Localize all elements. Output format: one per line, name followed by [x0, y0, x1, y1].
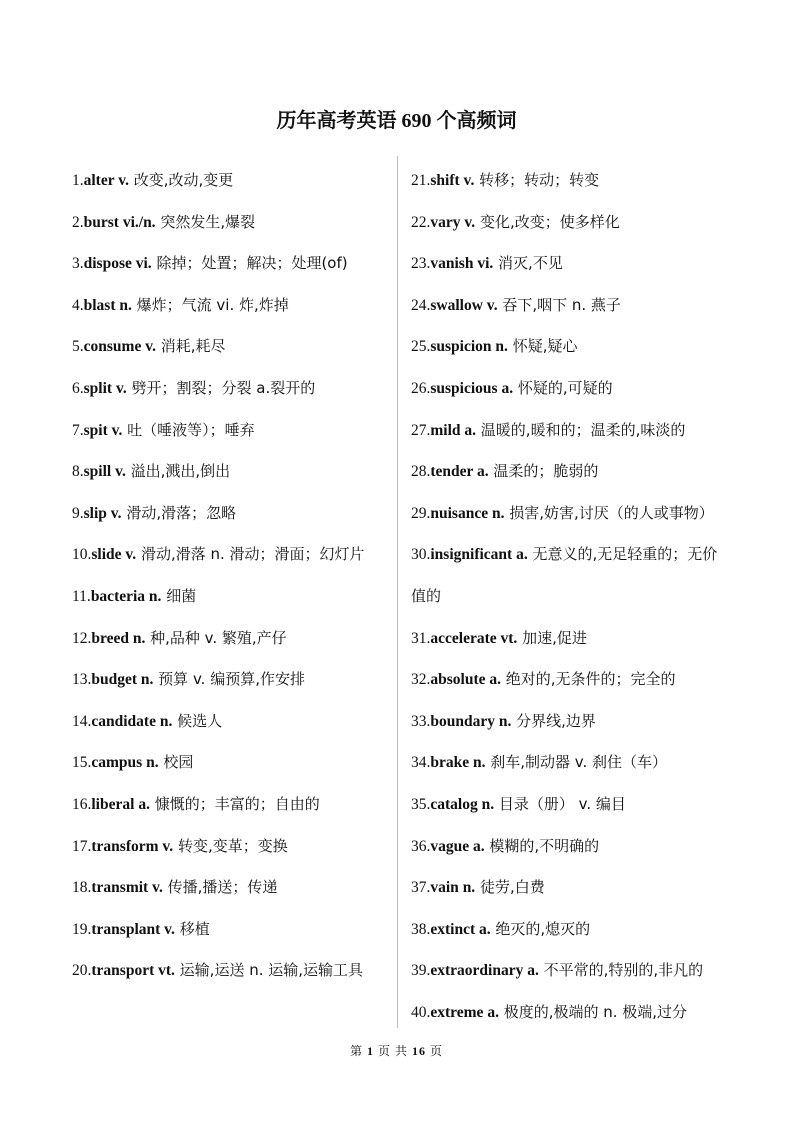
- entry-number: 11.: [72, 587, 91, 605]
- entry-word: extinct: [430, 920, 476, 938]
- vocab-entry: [411, 160, 729, 202]
- entry-number: 23.: [411, 255, 431, 273]
- entry-definition: 种,品种 v. 繁殖,产仔: [145, 628, 287, 647]
- entry-definition: 损害,妨害,讨厌（的人或事物）: [504, 503, 714, 522]
- entry-definition: 吞下,咽下 n. 燕子: [497, 295, 621, 314]
- entry-pos: n.: [142, 754, 159, 772]
- entry-number: 40.: [411, 1003, 431, 1021]
- vocab-entry: [411, 992, 729, 1034]
- footer-total-pages: 16: [412, 1044, 426, 1058]
- vocab-entry: [72, 451, 392, 493]
- entry-number: 5.: [72, 338, 84, 356]
- entry-definition: 极度的,极端的 n. 极端,过分: [498, 1002, 688, 1021]
- entry-number: 25.: [411, 338, 431, 356]
- entry-definition: 改变,改动,变更: [128, 171, 234, 189]
- entry-definition: 温暖的,暖和的；温柔的,味淡的: [476, 420, 686, 439]
- entry-number: 6.: [72, 379, 84, 397]
- entry-word: breed: [91, 629, 129, 647]
- entry-word: extreme: [430, 1003, 484, 1021]
- entry-number: 34.: [411, 754, 431, 772]
- entry-pos: v.: [111, 463, 126, 481]
- entry-word: swallow: [430, 296, 483, 314]
- entry-definition: 绝灭的,熄灭的: [490, 919, 591, 938]
- footer-mid: 页 共: [377, 1044, 408, 1058]
- entry-word: split: [83, 379, 113, 397]
- entry-word: consume: [83, 338, 142, 356]
- entry-definition: 怀疑的,可疑的: [513, 378, 613, 397]
- entry-pos: v.: [160, 920, 175, 938]
- vocab-entry: [72, 701, 392, 743]
- vocab-column-right: [411, 160, 729, 1033]
- entry-pos: v.: [121, 546, 137, 564]
- vocab-entry: [72, 243, 392, 285]
- entry-number: 26.: [411, 379, 431, 397]
- entry-number: 18.: [72, 879, 92, 897]
- entry-number: 4.: [72, 296, 84, 314]
- vocab-column-left: [72, 160, 392, 992]
- entry-word: slip: [83, 504, 107, 522]
- entry-number: 21.: [411, 172, 431, 189]
- entry-word: suspicious: [430, 379, 498, 397]
- entry-number: 33.: [411, 712, 431, 730]
- entry-pos: v.: [482, 296, 498, 314]
- vocab-entry: [411, 326, 729, 368]
- entry-pos: n.: [477, 795, 495, 813]
- entry-number: 28.: [411, 463, 431, 481]
- entry-word: bacteria: [90, 587, 146, 605]
- vocab-entry: [411, 243, 729, 285]
- vocab-entry: [72, 285, 392, 327]
- vocab-entry: [411, 784, 729, 826]
- entry-word: spill: [83, 463, 112, 481]
- entry-pos: a.: [469, 837, 485, 855]
- entry-word: vain: [430, 879, 459, 897]
- entry-number: 2.: [72, 213, 84, 231]
- entry-definition: 细菌: [161, 586, 197, 605]
- entry-word: spit: [83, 421, 108, 439]
- entry-word: extraordinary: [430, 962, 524, 980]
- entry-word: blast: [83, 296, 116, 314]
- vocab-entry: [72, 202, 392, 244]
- entry-pos: vt.: [496, 629, 518, 647]
- entry-definition: 校园: [158, 753, 194, 772]
- vocab-entry: [411, 285, 729, 327]
- entry-pos: n.: [488, 504, 505, 522]
- entry-definition: 刹车,制动器 v. 刹住（车）: [485, 753, 668, 772]
- entry-number: 22.: [411, 213, 431, 231]
- vocab-entry: [72, 826, 392, 868]
- entry-number: 31.: [411, 629, 431, 647]
- entry-word: absolute: [430, 671, 486, 689]
- footer-prefix: 第: [349, 1044, 363, 1058]
- entry-pos: a.: [460, 421, 477, 439]
- entry-number: 16.: [72, 795, 92, 813]
- entry-word: insignificant: [430, 546, 513, 564]
- entry-pos: a.: [475, 920, 491, 938]
- entry-number: 27.: [411, 421, 431, 439]
- vocab-entry: [72, 784, 392, 826]
- entry-pos: vi.: [473, 255, 494, 273]
- vocab-entry: [72, 867, 392, 909]
- entry-definition: 变化,改变；使多样化: [475, 212, 620, 231]
- vocab-entry: [72, 368, 392, 410]
- entry-pos: a.: [485, 671, 501, 689]
- entry-word: nuisance: [430, 504, 489, 522]
- entry-pos: v.: [114, 172, 129, 189]
- entry-definition: 吐（唾液等）；唾弃: [122, 420, 255, 439]
- entry-definition: 候选人: [172, 711, 223, 730]
- entry-word: accelerate: [430, 629, 497, 647]
- vocab-entry: [72, 950, 392, 992]
- entry-word: transport: [91, 962, 155, 980]
- entry-definition: 分界线,边界: [511, 711, 596, 730]
- entry-word: alter: [83, 172, 115, 189]
- vocab-entry: [72, 742, 392, 784]
- vocab-entry: [411, 534, 729, 617]
- entry-pos: v.: [107, 421, 123, 439]
- entry-pos: n.: [137, 671, 154, 689]
- entry-number: 37.: [411, 879, 431, 897]
- entry-definition: 温柔的；脆弱的: [488, 462, 599, 481]
- vocab-entry: [72, 326, 392, 368]
- entry-pos: n.: [115, 296, 132, 314]
- entry-definition: 除掉；处置；解决；处理(of): [151, 254, 348, 273]
- entry-word: transform: [91, 837, 159, 855]
- vocab-entry: [72, 659, 392, 701]
- entry-pos: v.: [460, 213, 476, 231]
- entry-number: 38.: [411, 920, 431, 938]
- entry-definition: 徒劳,白费: [475, 878, 545, 897]
- entry-pos: a.: [497, 379, 514, 397]
- entry-word: campus: [91, 754, 143, 772]
- entry-definition: 劈开；割裂；分裂 a.裂开的: [126, 378, 316, 397]
- entry-number: 15.: [72, 754, 92, 772]
- entry-definition: 滑动,滑落；忽略: [121, 503, 237, 522]
- entry-definition: 目录（册） v. 编目: [494, 794, 626, 813]
- vocab-entry: [411, 451, 729, 493]
- entry-number: 29.: [411, 504, 431, 522]
- vocab-entry: [411, 950, 729, 992]
- vocab-entry: [411, 410, 729, 452]
- entry-number: 7.: [72, 421, 84, 439]
- entry-definition: 消灭,不见: [493, 254, 563, 273]
- entry-word: burst: [83, 213, 119, 231]
- vocab-entry: [72, 576, 392, 618]
- entry-pos: n.: [145, 587, 162, 605]
- entry-word: transmit: [91, 879, 149, 897]
- entry-number: 32.: [411, 671, 431, 689]
- entry-pos: n.: [155, 712, 173, 730]
- entry-number: 1.: [72, 172, 84, 189]
- entry-pos: a.: [523, 962, 539, 980]
- entry-word: dispose: [83, 255, 132, 273]
- entry-pos: vt.: [154, 962, 175, 980]
- page-title: 历年高考英语 690 个高频词: [276, 110, 517, 132]
- vocab-entry: [72, 493, 392, 535]
- vocab-entry: [72, 909, 392, 951]
- entry-number: 12.: [72, 629, 92, 647]
- entry-number: 36.: [411, 837, 431, 855]
- entry-word: brake: [430, 754, 470, 772]
- vocab-entry: [411, 867, 729, 909]
- entry-number: 14.: [72, 712, 92, 730]
- vocab-entry: [72, 534, 392, 576]
- vocab-entry: [411, 826, 729, 868]
- footer-page-number: 1: [366, 1044, 374, 1058]
- entry-word: vanish: [430, 255, 474, 273]
- vocab-entry: [411, 701, 729, 743]
- entry-definition: 慷慨的；丰富的；自由的: [149, 794, 320, 813]
- entry-pos: n.: [495, 712, 512, 730]
- vocab-entry: [72, 160, 392, 202]
- entry-definition: 不平常的,特别的,非凡的: [538, 961, 704, 980]
- entry-pos: n.: [128, 629, 146, 647]
- entry-definition: 转变,变革；变换: [173, 836, 288, 855]
- entry-number: 35.: [411, 795, 431, 813]
- entry-number: 10.: [72, 546, 92, 564]
- entry-word: transplant: [91, 920, 161, 938]
- entry-pos: n.: [491, 338, 508, 356]
- entry-pos: v.: [141, 338, 156, 356]
- entry-pos: a.: [512, 546, 528, 564]
- entry-pos: vi.: [131, 255, 152, 273]
- entry-word: liberal: [91, 795, 135, 813]
- entry-pos: a.: [483, 1003, 499, 1021]
- entry-pos: n.: [469, 754, 486, 772]
- entry-definition: 预算 v. 编预算,作安排: [153, 670, 305, 689]
- entry-number: 3.: [72, 255, 84, 273]
- entry-number: 30.: [411, 546, 431, 564]
- entry-pos: v.: [106, 504, 122, 522]
- entry-pos: n.: [458, 879, 476, 897]
- footer-suffix: 页: [430, 1044, 444, 1058]
- entry-pos: v.: [158, 837, 174, 855]
- entry-definition: 运输,运送 n. 运输,运输工具: [174, 961, 364, 980]
- vocab-entry: [411, 909, 729, 951]
- entry-word: shift: [430, 172, 460, 189]
- entry-word: boundary: [430, 712, 495, 730]
- entry-definition: 无意义的,无足轻重的；无价值的: [411, 545, 718, 605]
- entry-pos: v.: [148, 879, 163, 897]
- entry-pos: a.: [134, 795, 150, 813]
- entry-definition: 消耗,耗尽: [155, 337, 226, 356]
- entry-definition: 加速,促进: [517, 628, 587, 647]
- entry-pos: v.: [112, 379, 127, 397]
- entry-word: slide: [91, 546, 122, 564]
- entry-number: 9.: [72, 504, 84, 522]
- entry-definition: 溢出,溅出,倒出: [125, 462, 231, 481]
- entry-word: mild: [430, 421, 461, 439]
- vocab-entry: [411, 659, 729, 701]
- vocab-entry: [411, 202, 729, 244]
- entry-word: budget: [91, 671, 138, 689]
- entry-number: 39.: [411, 962, 431, 980]
- entry-word: catalog: [430, 795, 478, 813]
- entry-word: vary: [430, 213, 461, 231]
- entry-number: 13.: [72, 671, 92, 689]
- page-footer: [0, 1042, 793, 1059]
- vocab-entry: [72, 618, 392, 660]
- vocab-entry: [72, 410, 392, 452]
- vocab-entry: [411, 493, 729, 535]
- entry-number: 24.: [411, 296, 431, 314]
- entry-definition: 怀疑,疑心: [507, 337, 578, 356]
- entry-definition: 传播,播送；传递: [162, 878, 278, 897]
- column-divider: [397, 156, 398, 1028]
- entry-definition: 滑动,滑落 n. 滑动；滑面；幻灯片: [136, 545, 365, 564]
- entry-word: vague: [430, 837, 470, 855]
- entry-number: 17.: [72, 837, 92, 855]
- entry-pos: vi./n.: [118, 213, 156, 231]
- entry-number: 20.: [72, 962, 92, 980]
- entry-number: 8.: [72, 463, 84, 481]
- entry-definition: 模糊的,不明确的: [484, 836, 600, 855]
- entry-definition: 爆炸；气流 vi. 炸,炸掉: [131, 295, 289, 314]
- entry-definition: 移植: [174, 919, 210, 938]
- entry-word: candidate: [91, 712, 156, 730]
- entry-pos: v.: [459, 172, 475, 189]
- entry-word: suspicion: [430, 338, 492, 356]
- entry-definition: 转移；转动；转变: [474, 171, 600, 189]
- entry-definition: 突然发生,爆裂: [155, 212, 256, 231]
- entry-pos: a.: [473, 463, 489, 481]
- vocab-entry: [411, 742, 729, 784]
- vocab-entry: [411, 368, 729, 410]
- entry-definition: 绝对的,无条件的；完全的: [501, 670, 676, 689]
- vocab-entry: [411, 618, 729, 660]
- entry-number: 19.: [72, 920, 92, 938]
- entry-word: tender: [430, 463, 474, 481]
